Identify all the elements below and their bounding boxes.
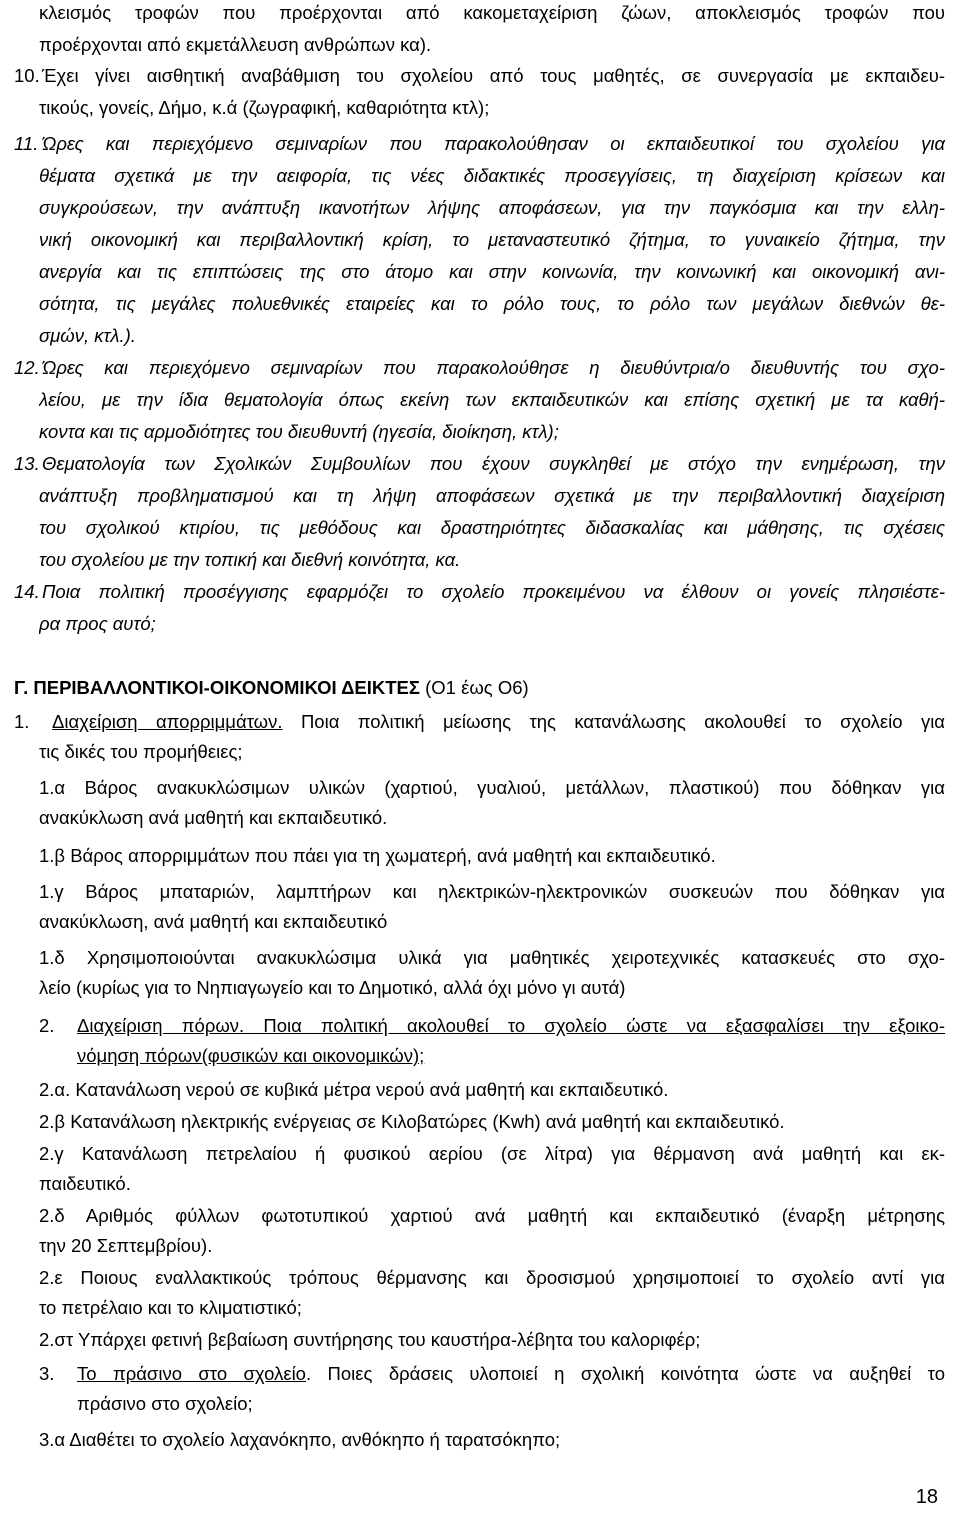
text-line: τις δικές του προμήθειες; <box>39 741 243 762</box>
sub-item-2d: 2.δ Αριθμός φύλλων φωτοτυπικού χαρτιού ανά μαθητή και εκπαιδευτικό (έναρξη μέτρησης <box>39 1205 945 1226</box>
text-line: ανεργία και τις επιπτώσεις της στο άτομο και στην κοινωνία, την κοινωνική και οικονομική ανι- <box>39 261 945 282</box>
list-item-14: 14. Ποια πολιτική προσέγγισης εφαρμόζει το σχολείο προκειμένου να έλθουν οι γονείς πλησιέστε- <box>14 581 945 602</box>
sub-item-1b: 1.β Βάρος απορριμμάτων που πάει για τη χωματερή, ανά μαθητή και εκπαιδευτικό. <box>39 845 716 866</box>
sub-item-3a: 3.α Διαθέτει το σχολείο λαχανόκηπο, ανθόκηπο ή ταρατσόκηπο; <box>39 1429 561 1450</box>
text-line: ανάπτυξη προβληματισμού και τη λήψη αποφάσεων σχετικά με την περιβαλλοντική διαχείριση <box>39 485 945 506</box>
text-line: ανακύκλωση ανά μαθητή και εκπαιδευτικό. <box>39 807 388 828</box>
text-line: ρα προς αυτό; <box>39 613 156 634</box>
list-item-13: 13. Θεματολογία των Σχολικών Συμβουλίων που έχουν συγκληθεί με στόχο την ενημέρωση, την <box>14 453 945 474</box>
text-line: παιδευτικό. <box>39 1173 131 1194</box>
text-line: του σχολικού κτιρίου, τις μεθόδους και δραστηριότητες διδασκαλίας και μάθησης, τις σχέσεις <box>39 517 945 538</box>
text-line: προέρχονται από εκμετάλλευση ανθρώπων κα). <box>39 34 432 55</box>
text-line: σμών, κτλ.). <box>39 325 136 346</box>
sub-item-2c: 2.γ Κατανάλωση πετρελαίου ή φυσικού αερίου (σε λίτρα) για θέρμανση ανά μαθητή και εκ- <box>39 1143 945 1164</box>
section-heading: Γ. ΠΕΡΙΒΑΛΛΟΝΤΙΚΟΙ-ΟΙΚΟΝΟΜΙΚΟΙ ΔΕΙΚΤΕΣ (Ο1 έως Ο6) <box>14 677 529 698</box>
list-item-10: 10. Έχει γίνει αισθητική αναβάθμιση του σχολείου από τους μαθητές, σε συνεργασία με εκπαιδευ- <box>14 65 945 86</box>
sub-item-2e: 2.ε Ποιους εναλλακτικούς τρόπους θέρμανσης και δροσισμού χρησιμοποιεί το σχολείο αντί για <box>39 1267 945 1288</box>
text-line: νική οικονομική και περιβαλλοντική κρίση, το μεταναστευτικό ζήτημα, το γυναικείο ζήτημα, την <box>39 229 945 250</box>
text-line: λείο (κυρίως για το Νηπιαγωγείο και το Δημοτικό, αλλά όχι μόνο γι αυτά) <box>39 977 626 998</box>
sub-item-2f: 2.στ Υπάρχει φετινή βεβαίωση συντήρησης του καυστήρα-λέβητα του καλοριφέρ; <box>39 1329 701 1350</box>
text-line: του σχολείου με την τοπική και διεθνή κοινότητα, κα. <box>39 549 461 570</box>
text-line: νόμηση πόρων(φυσικών και οικονομικών); <box>77 1045 425 1066</box>
sub-item-2a: 2.α. Κατανάλωση νερού σε κυβικά μέτρα νερού ανά μαθητή και εκπαιδευτικό. <box>39 1079 669 1100</box>
text-line: τικούς, γονείς, Δήμο, κ.ά (ζωγραφική, καθαριότητα κτλ); <box>39 97 490 118</box>
sub-item-1c: 1.γ Βάρος μπαταριών, λαμπτήρων και ηλεκτρικών-ηλεκτρονικών συσκευών που δόθηκαν για <box>39 881 945 902</box>
text-line: το πετρέλαιο και το κλιματιστικό; <box>39 1297 302 1318</box>
text-line: λείου, με την ίδια θεματολογία όπως εκείνη των εκπαιδευτικών και επίσης σχετική με τα καθή- <box>39 389 945 410</box>
text-line: συγκρούσεων, την ανάπτυξη ικανοτήτων λήψης αποφάσεων, για την παγκόσμια και την ελλη- <box>39 197 945 218</box>
text-line: κλεισμός τροφών που προέρχονται από κακομεταχείριση ζώων, αποκλεισμός τροφών που <box>39 2 945 23</box>
sub-item-1d: 1.δ Χρησιμοποιούνται ανακυκλώσιμα υλικά για μαθητικές χειροτεχνικές κατασκευές στο σχο- <box>39 947 945 968</box>
text-line: την 20 Σεπτεμβρίου). <box>39 1235 213 1256</box>
text-line: κοντα και τις αρμοδιότητες του διευθυντή (ηγεσία, διοίκηση, κτλ); <box>39 421 559 442</box>
text-line: σότητα, τις μεγάλες πολυεθνικές εταιρείες και το ρόλο τους, το ρόλο των μεγάλων διεθνών θε- <box>39 293 945 314</box>
text-line: πράσινο στο σχολείο; <box>77 1393 253 1414</box>
list-item-2: 2. Διαχείριση πόρων. Ποια πολιτική ακολουθεί το σχολείο ώστε να εξασφαλίσει την εξοικο- <box>39 1015 945 1036</box>
sub-item-1a: 1.α Βάρος ανακυκλώσιμων υλικών (χαρτιού, γυαλιού, μετάλλων, πλαστικού) που δόθηκαν για <box>39 777 945 798</box>
list-item-3: 3. Το πράσινο στο σχολείο. Ποιες δράσεις υλοποιεί η σχολική κοινότητα ώστε να αυξηθεί το <box>39 1363 945 1384</box>
list-item-1: 1. Διαχείριση απορριμμάτων. Ποια πολιτική μείωσης της κατανάλωσης ακολουθεί το σχολείο για <box>14 711 945 732</box>
page-number: 18 <box>915 1486 938 1508</box>
list-item-11: 11. Ώρες και περιεχόμενο σεμιναρίων που παρακολούθησαν οι εκπαιδευτικοί του σχολείου για <box>14 133 945 154</box>
text-line: θέματα σχετικά με την αειφορία, τις νέες διδακτικές προσεγγίσεις, τη διαχείριση κρίσεων και <box>39 165 945 186</box>
list-item-12: 12. Ώρες και περιεχόμενο σεμιναρίων που παρακολούθησε η διευθύντρια/ο διευθυντής του σχο- <box>14 357 945 378</box>
sub-item-2b: 2.β Κατανάλωση ηλεκτρικής ενέργειας σε Κιλοβατώρες (Kwh) ανά μαθητή και εκπαιδευτικό. <box>39 1111 785 1132</box>
text-line: ανακύκλωση, ανά μαθητή και εκπαιδευτικό <box>39 911 388 932</box>
